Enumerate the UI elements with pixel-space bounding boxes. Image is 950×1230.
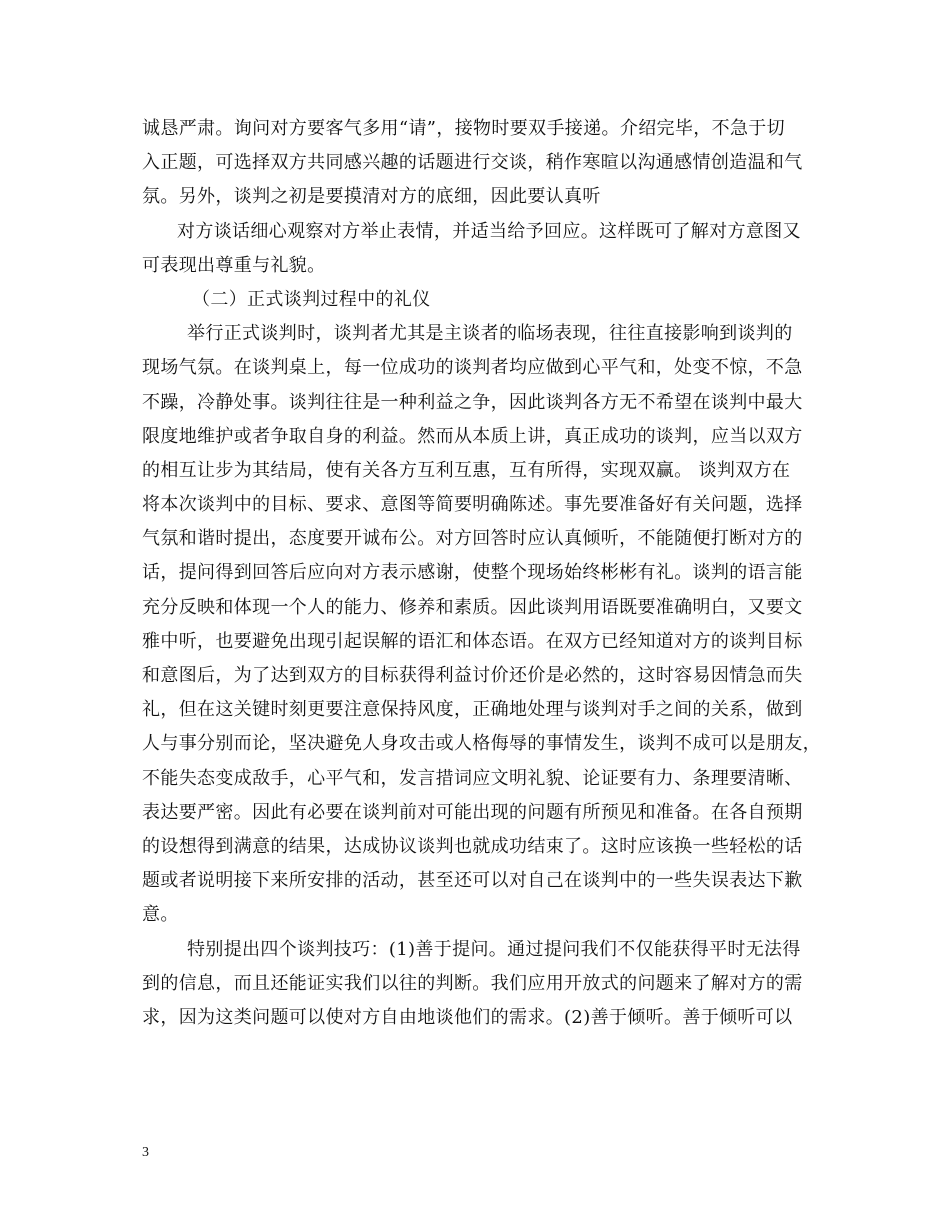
text-line: 将本次谈判中的目标、要求、意图等简要明确陈述。事先要准备好有关问题，选择 [142, 494, 803, 516]
text-line: 的设想得到满意的结果，达成协议谈判也就成功结束了。这时应该换一些轻松的话 [142, 835, 803, 857]
text-line: 不躁，冷静处事。谈判往往是一种利益之争，因此谈判各方无不希望在谈判中最大 [142, 391, 803, 413]
text-line: 人与事分别而论，坚决避免人身攻击或人格侮辱的事情发生，谈判不成可以是朋友， [142, 733, 821, 755]
text-line: 和意图后，为了达到双方的目标获得利益讨价还价是必然的，这时容易因情急而失 [142, 665, 803, 686]
page-number: 3 [142, 1145, 149, 1160]
text-line: 限度地维护或者争取自身的利益。然而从本质上讲，真正成功的谈判，应当以双方 [142, 425, 803, 447]
text-line: 不能失态变成敌手，心平气和，发言措词应文明礼貌、论证要有力、条理要清晰、 [142, 767, 803, 789]
section-heading: （二）正式谈判过程中的礼仪 [192, 288, 431, 310]
text-line: 意。 [142, 904, 179, 926]
text-line: 充分反映和体现一个人的能力、修养和素质。因此谈判用语既要准确明白，又要文 [142, 596, 803, 618]
text-line: 特别提出四个谈判技巧：(1)善于提问。通过提问我们不仅能获得平时无法得 [187, 938, 801, 960]
text-line: 现场气氛。在谈判桌上，每一位成功的谈判者均应做到心平气和，处变不惊，不急 [142, 357, 803, 379]
text-line: 诚恳严肃。询问对方要客气多用“请”，接物时要双手接递。介绍完毕，不急于切 [142, 118, 786, 139]
body-text [142, 112, 821, 1035]
text-line: 礼，但在这关键时刻更要注意保持风度，正确地处理与谈判对手之间的关系，做到 [142, 699, 803, 721]
text-line: 氛。另外，谈判之初是要摸清对方的底细，因此要认真听 [142, 186, 601, 208]
text-line: 的相互让步为其结局，使有关各方互利互惠，互有所得，实现双赢。 谈判双方在 [142, 459, 791, 481]
text-line: 到的信息，而且还能证实我们以往的判断。我们应用开放式的问题来了解对方的需 [142, 972, 803, 994]
text-line: 举行正式谈判时，谈判者尤其是主谈者的临场表现，往往直接影响到谈判的 [187, 323, 793, 345]
text-line: 可表现出尊重与礼貌。 [142, 254, 326, 276]
text-line: 话，提问得到回答后应向对方表示感谢，使整个现场始终彬彬有礼。谈判的语言能 [142, 562, 803, 584]
text-line: 气氛和谐时提出，态度要开诚布公。对方回答时应认真倾听，不能随便打断对方的 [142, 528, 803, 550]
text-line: 对方谈话细心观察对方举止表情，并适当给予回应。这样既可了解对方意图又 [177, 220, 801, 242]
text-line: 求，因为这类问题可以使对方自由地谈他们的需求。(2)善于倾听。善于倾听可以 [142, 1006, 793, 1028]
text-line: 入正题，可选择双方共同感兴趣的话题进行交谈，稍作寒暄以沟通感情创造温和气 [142, 152, 803, 174]
text-line: 题或者说明接下来所安排的活动，甚至还可以对自己在谈判中的一些失误表达下歉 [142, 870, 803, 892]
text-line: 雅中听，也要避免出现引起误解的语汇和体态语。在双方已经知道对方的谈判目标 [142, 630, 803, 652]
text-line: 表达要严密。因此有必要在谈判前对可能出现的问题有所预见和准备。在各自预期 [142, 801, 803, 823]
